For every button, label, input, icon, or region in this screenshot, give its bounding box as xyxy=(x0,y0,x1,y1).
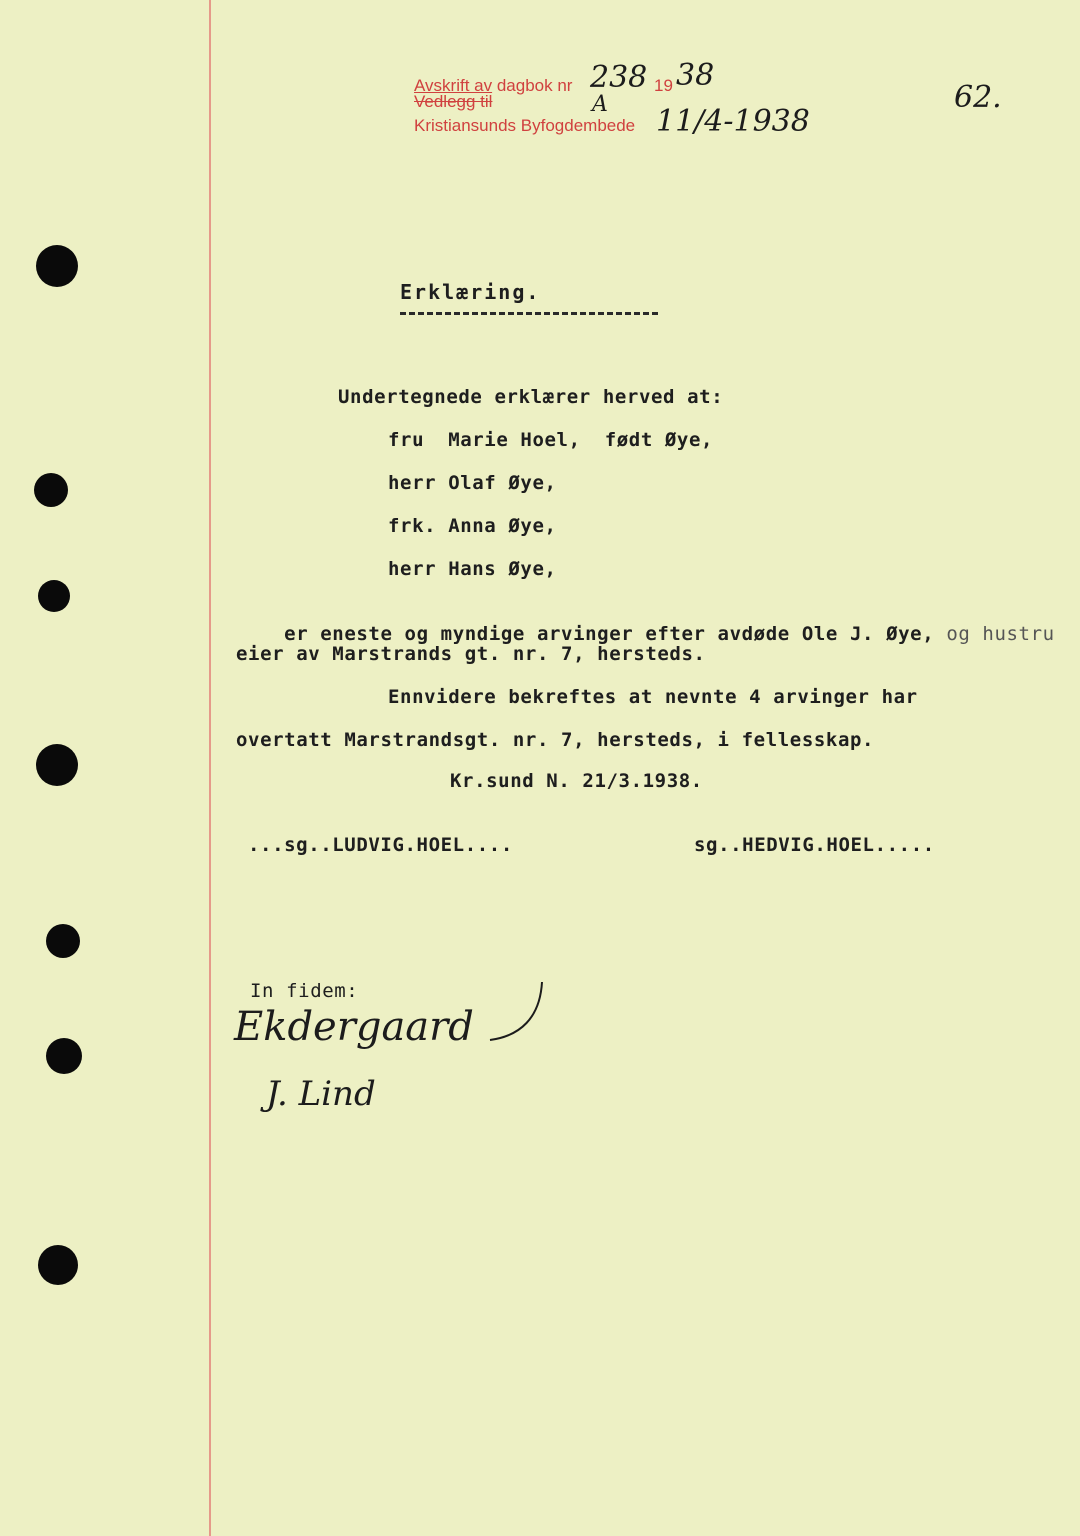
punch-hole xyxy=(46,1038,82,1074)
witness-signature-1: Ekdergaard xyxy=(234,1004,474,1050)
punch-hole xyxy=(34,473,68,507)
witness-label: In fidem: xyxy=(250,980,359,1002)
punch-hole xyxy=(36,245,78,287)
journal-year: 38 xyxy=(676,58,715,93)
signature-flourish xyxy=(480,978,550,1048)
witness-signature-2: J. Lind xyxy=(266,1074,376,1114)
intro-line: Undertegnede erklærer herved at: xyxy=(338,386,724,408)
journal-suffix: A xyxy=(592,92,608,117)
margin-line xyxy=(209,0,211,1536)
stamp-copy-label: Avskrift av xyxy=(414,76,493,95)
body-line: overtatt Marstrandsgt. nr. 7, hersteds, i fellesskap. xyxy=(236,729,875,751)
stamp-journal-label: dagbok nr xyxy=(496,76,573,95)
heir-line: herr Olaf Øye, xyxy=(388,472,557,494)
punch-hole xyxy=(46,924,80,958)
signature-left: ...sg..LUDVIG.HOEL.... xyxy=(248,834,513,856)
title-underline xyxy=(400,312,658,315)
page-number: 62. xyxy=(954,80,1002,115)
stamp-struck-label: Vedlegg til xyxy=(414,92,493,111)
journal-number: 238 xyxy=(590,60,648,95)
heir-line: frk. Anna Øye, xyxy=(388,515,557,537)
stamp-year-print: 19 xyxy=(654,76,673,95)
heir-line: fru Marie Hoel, født Øye, xyxy=(388,429,714,451)
body-line: er eneste og myndige arvinger efter avdøde Ole J. Øye, og hustru xyxy=(284,623,1055,645)
punch-hole xyxy=(36,744,78,786)
punch-hole xyxy=(38,580,70,612)
place-date-line: Kr.sund N. 21/3.1938. xyxy=(450,770,703,792)
punch-hole xyxy=(38,1245,78,1285)
stamp-office: Kristiansunds Byfogdembede xyxy=(414,116,636,135)
heir-line: herr Hans Øye, xyxy=(388,558,557,580)
document-title: Erklæring. xyxy=(400,280,541,304)
signature-right: sg..HEDVIG.HOEL..... xyxy=(694,834,935,856)
body-line: eier av Marstrands gt. nr. 7, hersteds. xyxy=(236,643,706,665)
body-line: Ennvidere bekreftes at nevnte 4 arvinger har xyxy=(388,686,918,708)
stamp-date: 11/4-1938 xyxy=(656,104,810,139)
